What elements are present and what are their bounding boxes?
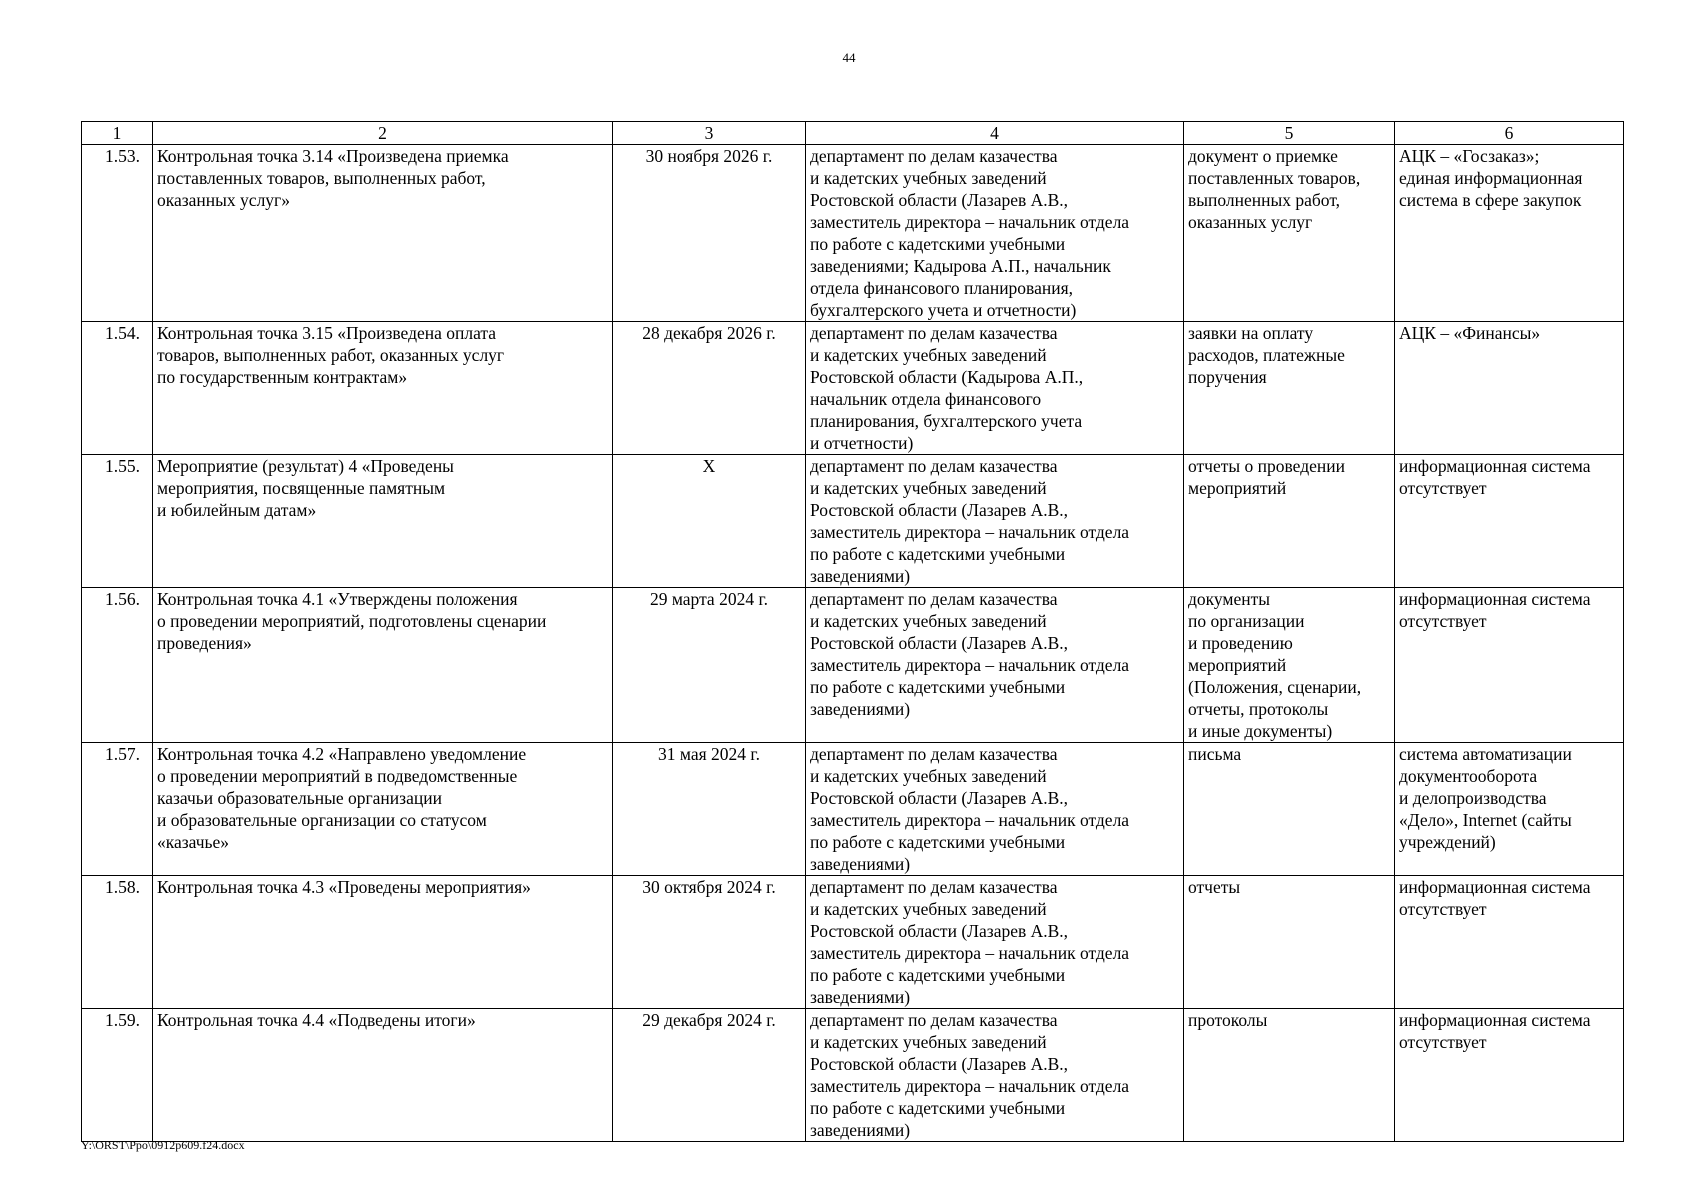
column-header-6: 6 — [1395, 122, 1624, 145]
row-number: 1.56. — [82, 588, 153, 743]
table-header-row — [82, 122, 1624, 145]
row-document: отчеты — [1184, 876, 1395, 1009]
row-document: отчеты о проведении мероприятий — [1184, 455, 1395, 588]
row-name: Контрольная точка 4.3 «Проведены мероприятия» — [153, 876, 613, 1009]
row-responsible: департамент по делам казачества и кадетских учебных заведений Ростовской области (Кадырова А.П., начальник отдела финансового планирования, бухгалтерского учета и отчетности) — [806, 322, 1184, 455]
row-date: 30 октября 2024 г. — [613, 876, 806, 1009]
table-row — [82, 1009, 1624, 1142]
row-number: 1.59. — [82, 1009, 153, 1142]
row-name: Мероприятие (результат) 4 «Проведены мероприятия, посвященные памятным и юбилейным датам» — [153, 455, 613, 588]
column-header-2: 2 — [153, 122, 613, 145]
row-number: 1.57. — [82, 743, 153, 876]
row-date: 29 декабря 2024 г. — [613, 1009, 806, 1142]
table-row — [82, 588, 1624, 743]
row-number: 1.54. — [82, 322, 153, 455]
table-row — [82, 145, 1624, 322]
row-name: Контрольная точка 4.1 «Утверждены положения о проведении мероприятий, подготовлены сценарии проведения» — [153, 588, 613, 743]
page-number: 44 — [842, 50, 856, 65]
row-name: Контрольная точка 4.2 «Направлено уведомление о проведении мероприятий в подведомственные казачьи образовательные организации и образовательные организации со статусом «казачье» — [153, 743, 613, 876]
row-date: 28 декабря 2026 г. — [613, 322, 806, 455]
row-system: система автоматизации документооборота и делопроизводства «Дело», Internet (сайты учреждений) — [1395, 743, 1624, 876]
file-path-footer: Y:\ORST\Ppo\0912p609.f24.docx — [81, 1138, 245, 1152]
table-row — [82, 455, 1624, 588]
row-responsible: департамент по делам казачества и кадетских учебных заведений Ростовской области (Лазарев А.В., заместитель директора – начальник отдела по работе с кадетскими учебными заведениями) — [806, 455, 1184, 588]
row-document: письма — [1184, 743, 1395, 876]
row-system: информационная система отсутствует — [1395, 1009, 1624, 1142]
row-system: информационная система отсутствует — [1395, 455, 1624, 588]
row-number: 1.58. — [82, 876, 153, 1009]
row-number: 1.55. — [82, 455, 153, 588]
row-date: Х — [613, 455, 806, 588]
row-system: информационная система отсутствует — [1395, 876, 1624, 1009]
row-name: Контрольная точка 3.15 «Произведена оплата товаров, выполненных работ, оказанных услуг по государственным контрактам» — [153, 322, 613, 455]
column-header-4: 4 — [806, 122, 1184, 145]
column-header-5: 5 — [1184, 122, 1395, 145]
row-document: заявки на оплату расходов, платежные поручения — [1184, 322, 1395, 455]
row-document: протоколы — [1184, 1009, 1395, 1142]
row-responsible: департамент по делам казачества и кадетских учебных заведений Ростовской области (Лазарев А.В., заместитель директора – начальник отдела по работе с кадетскими учебными заведениями) — [806, 588, 1184, 743]
row-system: информационная система отсутствует — [1395, 588, 1624, 743]
row-responsible: департамент по делам казачества и кадетских учебных заведений Ростовской области (Лазарев А.В., заместитель директора – начальник отдела по работе с кадетскими учебными заведениями) — [806, 743, 1184, 876]
row-date: 30 ноября 2026 г. — [613, 145, 806, 322]
row-responsible: департамент по делам казачества и кадетских учебных заведений Ростовской области (Лазарев А.В., заместитель директора – начальник отдела по работе с кадетскими учебными заведениями) — [806, 876, 1184, 1009]
table-row — [82, 743, 1624, 876]
row-system: АЦК – «Госзаказ»; единая информационная система в сфере закупок — [1395, 145, 1624, 322]
row-name: Контрольная точка 4.4 «Подведены итоги» — [153, 1009, 613, 1142]
row-responsible: департамент по делам казачества и кадетских учебных заведений Ростовской области (Лазарев А.В., заместитель директора – начальник отдела по работе с кадетскими учебными заведениями) — [806, 1009, 1184, 1142]
row-name: Контрольная точка 3.14 «Произведена приемка поставленных товаров, выполненных работ, оказанных услуг» — [153, 145, 613, 322]
row-date: 31 мая 2024 г. — [613, 743, 806, 876]
table-row — [82, 322, 1624, 455]
row-system: АЦК – «Финансы» — [1395, 322, 1624, 455]
column-header-1: 1 — [82, 122, 153, 145]
plan-table — [81, 121, 1624, 1142]
row-document: документы по организации и проведению мероприятий (Положения, сценарии, отчеты, протоколы и иные документы) — [1184, 588, 1395, 743]
row-responsible: департамент по делам казачества и кадетских учебных заведений Ростовской области (Лазарев А.В., заместитель директора – начальник отдела по работе с кадетскими учебными заведениями; Кадырова А.П., начальник отдела финансового планирования, бухгалтерского учета и отчетности) — [806, 145, 1184, 322]
table-row — [82, 876, 1624, 1009]
row-number: 1.53. — [82, 145, 153, 322]
column-header-3: 3 — [613, 122, 806, 145]
row-date: 29 марта 2024 г. — [613, 588, 806, 743]
row-document: документ о приемке поставленных товаров, выполненных работ, оказанных услуг — [1184, 145, 1395, 322]
